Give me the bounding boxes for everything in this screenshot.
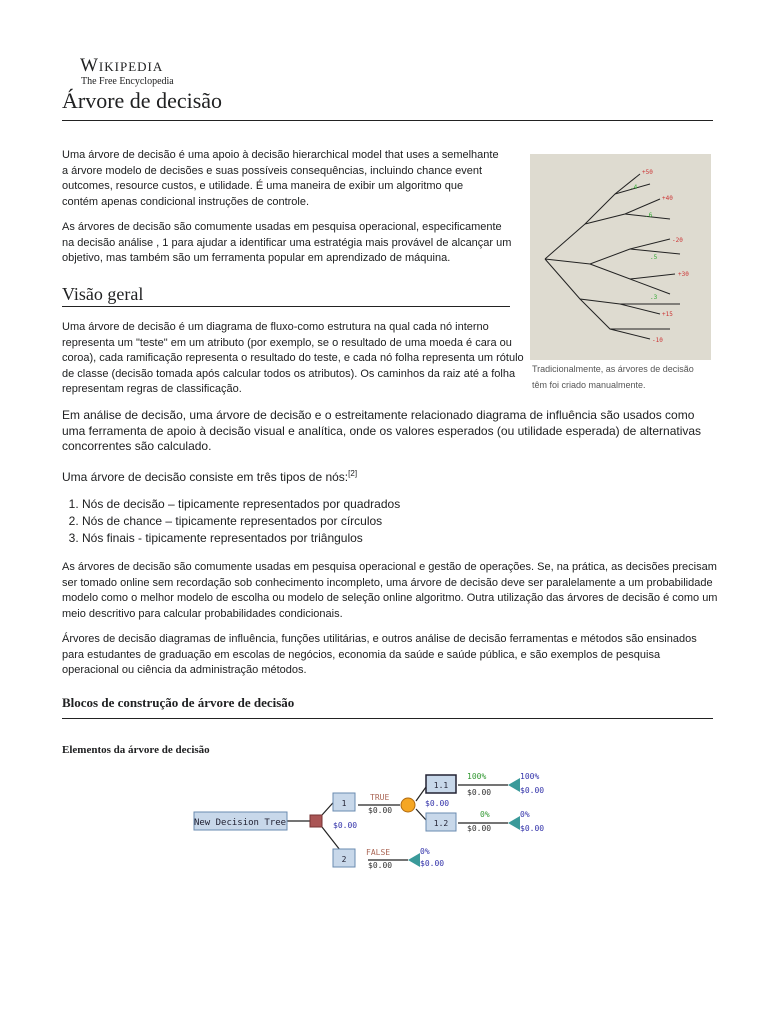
chance-node-icon xyxy=(401,798,415,812)
list-item: 2. Nós de chance – tipicamente representados por círculos xyxy=(82,513,400,530)
node-types-intro: Uma árvore de decisão consiste em três tipos de nós: xyxy=(62,470,349,484)
overview-paragraph-3 xyxy=(62,466,712,486)
overview-paragraph-5: Árvores de decisão diagramas de influência, funções utilitárias, e outros análise de decisão ferramentas e métodos são ensinados para estudantes de graduação em escolas de negócios, economia da saúde e saúde pública, e são exemplos de pesquisa operacional ou ciência da administração métodos. xyxy=(62,633,697,676)
node-1-2-value: $0.00 xyxy=(467,824,492,833)
node-1-2-end-value: $0.00 xyxy=(520,824,545,833)
page-title: Árvore de decisão xyxy=(62,88,223,113)
intro-paragraph-2: As árvores de decisão são comumente usadas em pesquisa operacional, especificamente na decisão análise , 1 para ajudar a identificar uma estratégia mais provável de alcançar um objetivo, mas também são um ferramenta popular em aprendizado de máquina. xyxy=(62,221,512,264)
end-node-icon xyxy=(408,853,420,867)
node-1-2-end-pct: 0% xyxy=(520,810,530,819)
node-1-2-label: 1.2 xyxy=(433,819,449,828)
root-label: New Decision Tree xyxy=(193,818,287,828)
false-label: FALSE xyxy=(366,848,391,857)
svg-text:-10: -10 xyxy=(652,337,663,344)
false-end-value: $0.00 xyxy=(420,859,445,868)
node-types-list xyxy=(62,496,400,547)
svg-text:.5: .5 xyxy=(650,254,658,261)
wikipedia-tagline: The Free Encyclopedia xyxy=(81,76,174,87)
node-1-1-label: 1.1 xyxy=(433,781,449,790)
decision-node-icon xyxy=(310,815,322,827)
node-2-label: 2 xyxy=(341,855,347,864)
root-value: $0.00 xyxy=(333,821,358,830)
node-1-1-end-value: $0.00 xyxy=(520,786,545,795)
svg-text:.3: .3 xyxy=(650,294,658,301)
end-node-icon xyxy=(508,778,520,792)
decision-tree-photo xyxy=(530,154,711,360)
node-1-1-end-pct: 100% xyxy=(520,772,540,781)
reference-2[interactable]: [2] xyxy=(348,469,358,478)
diagram-caption: Elementos da árvore de decisão xyxy=(62,744,210,756)
svg-text:-20: -20 xyxy=(672,237,683,244)
true-label: TRUE xyxy=(370,793,390,802)
svg-text:+50: +50 xyxy=(642,169,653,176)
node-1-1-pct: 100% xyxy=(467,772,487,781)
overview-paragraph-2: Em análise de decisão, uma árvore de decisão e o estreitamente relacionado diagrama de influência são usados como uma ferramenta de apoio à decisão visual e analítica, onde os valores esperados (ou utilidade esperada) de alternativas concorrentes são calculado. xyxy=(62,408,702,453)
overview-paragraph-1: Uma árvore de decisão é um diagrama de fluxo-como estrutura na qual cada nó interno representa um "teste" em um atributo (por exemplo, se o resultado de uma moeda é cara ou coroa), cada ramificação representa o resultado do teste, e cada nó folha representa um rótulo de classe (decisão tomada após calcular todos os atributos). Os caminhos da raiz até a folha representam regras de classificação. xyxy=(62,321,524,395)
node-2-value: $0.00 xyxy=(368,861,393,870)
false-pct: 0% xyxy=(420,847,430,856)
svg-text:+15: +15 xyxy=(662,311,673,318)
overview-rule xyxy=(62,306,510,307)
svg-text:+40: +40 xyxy=(662,195,673,202)
svg-text:+30: +30 xyxy=(678,271,689,278)
overview-paragraph-4: As árvores de decisão são comumente usadas em pesquisa operacional e gestão de operações. Se, na prática, as decisões precisam ser tomado online sem recordação sob conhecimento incompleto, uma árvore de decisão deve ser paralelamente a um probabilidade modelo como o melhor modelo de escolha ou modelo de seleção online algoritmo. Outra utilização das árvores de decisão é como um meio descritivo para calcular probabilidades condicionais. xyxy=(62,561,718,620)
wikipedia-wordmark[interactable]: Wikipedia xyxy=(80,55,164,76)
end-node-icon xyxy=(508,816,520,830)
title-rule xyxy=(62,120,713,121)
node-1-label: 1 xyxy=(341,799,347,808)
svg-text:.6: .6 xyxy=(645,212,653,219)
node-1-value: $0.00 xyxy=(368,806,393,815)
section-heading-overview: Visão geral xyxy=(62,284,144,304)
decision-tree-diagram xyxy=(190,765,560,875)
list-item: 3. Nós finais - tipicamente representados por triângulos xyxy=(82,530,400,547)
node-1-1-value: $0.00 xyxy=(467,788,492,797)
intro-paragraph-1: Uma árvore de decisão é uma apoio à decisão hierarchical model that uses a semelhante a árvore modelo de decisões e suas possíveis consequências, incluindo chance event outcomes, resource custos, e utilidade. É uma maneira de exibir um algoritmo que contém apenas condicional instruções de controle. xyxy=(62,149,499,208)
svg-text:.4: .4 xyxy=(630,184,638,191)
list-item: 1. Nós de decisão – tipicamente representados por quadrados xyxy=(82,496,400,513)
chance-value: $0.00 xyxy=(425,799,450,808)
node-1-2-pct: 0% xyxy=(480,810,490,819)
section-heading-building-blocks: Blocos de construção de árvore de decisão xyxy=(62,695,295,710)
building-rule xyxy=(62,718,713,719)
photo-caption: Tradicionalmente, as árvores de decisão têm foi criado manualmente. xyxy=(532,364,694,390)
